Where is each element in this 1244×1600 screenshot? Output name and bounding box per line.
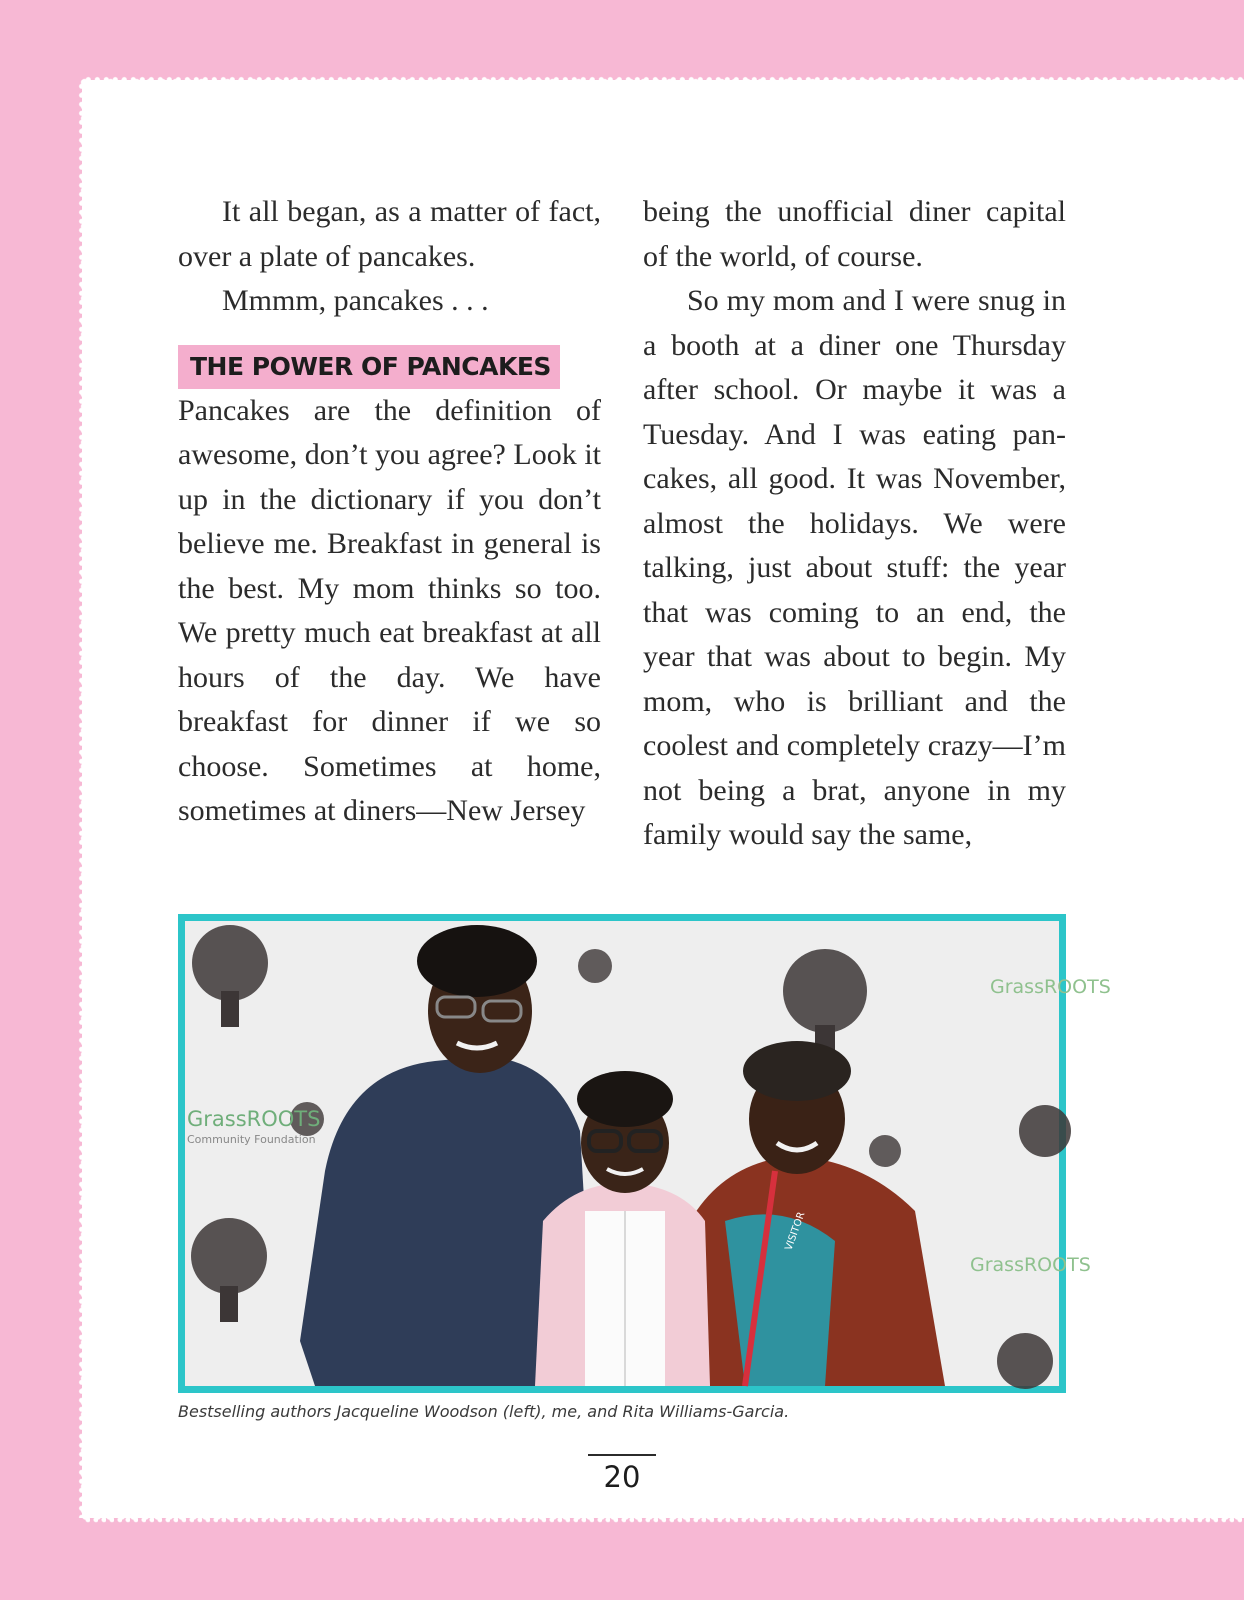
backdrop-logo-text: GrassROOTS bbox=[970, 1254, 1091, 1276]
tree-logo-icon bbox=[869, 1135, 901, 1167]
brush-edge-left bbox=[76, 80, 90, 1518]
backdrop-logo-subtext: Community Foundation bbox=[187, 1133, 316, 1146]
tree-logo-icon bbox=[997, 1333, 1053, 1389]
lanyard-text: VISITOR bbox=[783, 1210, 808, 1253]
brush-edge-bottom bbox=[82, 1512, 1244, 1526]
tree-logo-icon bbox=[1019, 1105, 1071, 1157]
paragraph: Pancakes are the definition of awesome, don’t you agree? Look it up in the dictionary if you don’t believe me. Breakfast in general is the best. My mom thinks so too. We pretty much eat breakfast at all hours of the day. We have breakfast for dinner if we so choose. Sometimes at home, sometimes at diners—New Jersey bbox=[178, 393, 601, 827]
paragraph: So my mom and I were snug in a booth at a diner one Thursday after school. Or maybe it was a Tuesday. And I was eating pancakes, all good. It was November, almost the holidays. We were talking, just about stuff: the year that was coming to an end, the year that was about to begin. My mom, who is brilliant and the coolest and completely crazy—I’m not being a brat, anyone in my family would say the same, bbox=[643, 284, 1066, 851]
left-column bbox=[178, 190, 601, 834]
right-column bbox=[643, 190, 1066, 858]
brush-edge-top bbox=[82, 74, 1244, 88]
backdrop-logo-text: GrassROOTS bbox=[990, 976, 1111, 998]
author-photo bbox=[178, 914, 1111, 1393]
photo-caption: Bestselling authors Jacqueline Woodson (left), me, and Rita Williams-Garcia. bbox=[178, 1402, 790, 1421]
page-number: 20 bbox=[603, 1460, 641, 1494]
page-number-rule bbox=[588, 1454, 656, 1456]
paragraph: It all began, as a matter of fact, over a plate of pancakes. bbox=[178, 195, 601, 273]
paragraph: being the unofficial diner capital of the world, of course. bbox=[643, 195, 1066, 273]
backdrop-logo-text: GrassROOTS bbox=[187, 1107, 321, 1131]
section-heading: THE POWER OF PANCAKES bbox=[178, 345, 560, 389]
tree-logo-icon bbox=[578, 949, 612, 983]
paragraph: Mmmm, pancakes . . . bbox=[222, 284, 489, 317]
